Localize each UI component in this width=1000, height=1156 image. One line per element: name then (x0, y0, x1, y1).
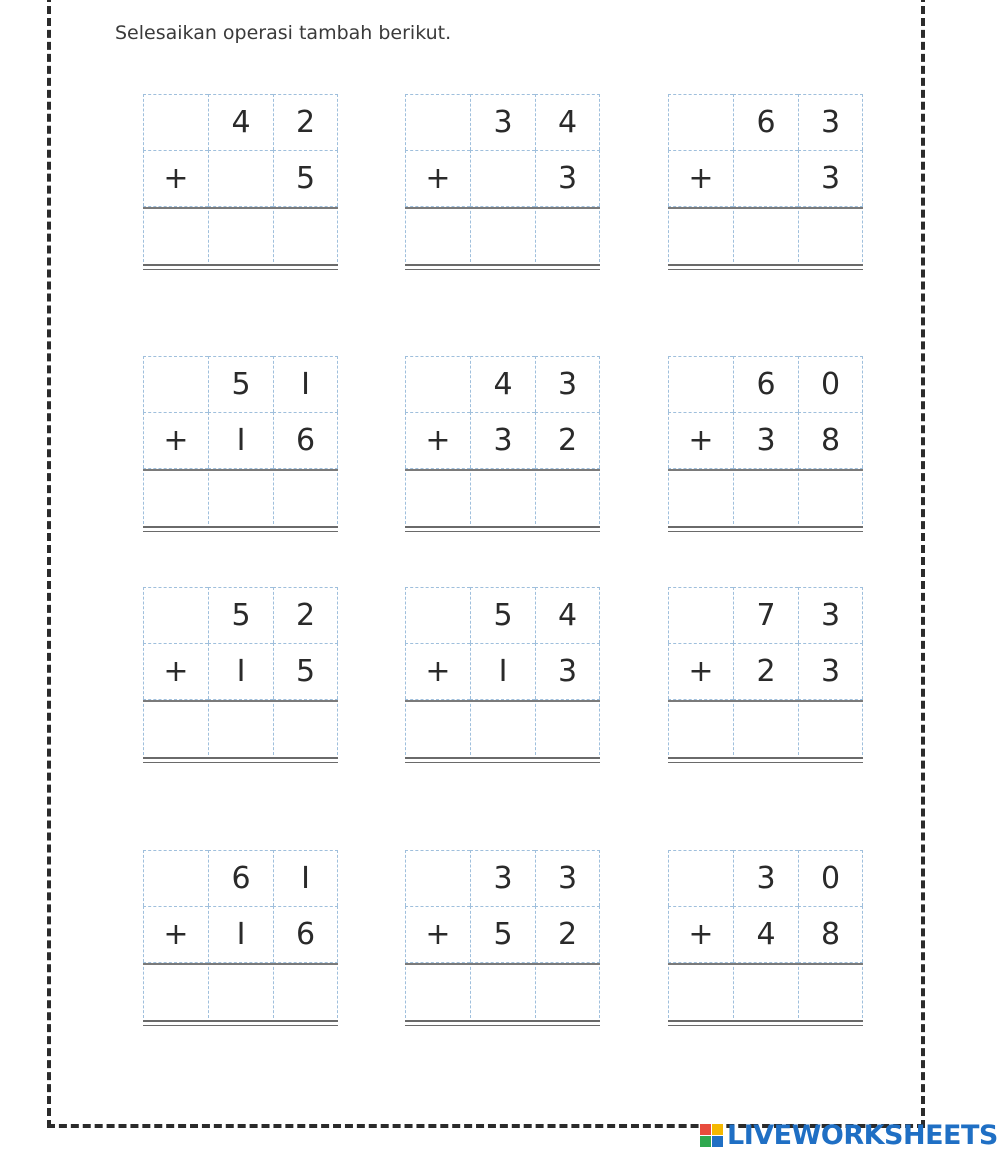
plus-sign: + (143, 906, 208, 962)
answer-cell[interactable] (143, 206, 208, 262)
digit-cell: 3 (470, 94, 535, 150)
addition-problem (668, 356, 863, 529)
digit-cell: 5 (470, 587, 535, 643)
answer-double-line (668, 757, 863, 763)
sum-line (405, 700, 600, 702)
answer-double-line (405, 264, 600, 270)
digit-cell: 7 (733, 587, 798, 643)
digit-cell: 5 (273, 643, 338, 699)
digit-cell: 3 (535, 356, 600, 412)
empty-cell (405, 587, 470, 643)
answer-cell[interactable] (733, 962, 798, 1018)
answer-double-line (143, 526, 338, 532)
plus-sign: + (668, 643, 733, 699)
answer-cell[interactable] (535, 962, 600, 1018)
answer-cell[interactable] (273, 468, 338, 524)
sum-line (668, 700, 863, 702)
empty-cell (668, 356, 733, 412)
digit-cell: I (470, 643, 535, 699)
plus-sign: + (405, 643, 470, 699)
digit-cell: 3 (535, 850, 600, 906)
plus-sign: + (668, 150, 733, 206)
sum-line (405, 963, 600, 965)
addition-problem (668, 94, 863, 267)
sum-line (143, 963, 338, 965)
digit-cell: 6 (733, 356, 798, 412)
digit-cell: 3 (798, 643, 863, 699)
digit-cell: 5 (273, 150, 338, 206)
answer-double-line (143, 264, 338, 270)
answer-cell[interactable] (535, 699, 600, 755)
sum-line (143, 700, 338, 702)
empty-cell (143, 587, 208, 643)
digit-cell: 5 (208, 587, 273, 643)
digit-cell: I (273, 850, 338, 906)
addition-problem (405, 356, 600, 529)
digit-cell: 5 (208, 356, 273, 412)
answer-cell[interactable] (405, 206, 470, 262)
digit-cell: 0 (798, 850, 863, 906)
answer-double-line (143, 757, 338, 763)
plus-sign: + (405, 906, 470, 962)
empty-cell (668, 850, 733, 906)
answer-cell[interactable] (405, 468, 470, 524)
digit-cell: 4 (733, 906, 798, 962)
digit-cell: 6 (208, 850, 273, 906)
digit-cell: 3 (733, 412, 798, 468)
digit-cell: 0 (798, 356, 863, 412)
digit-cell: 4 (535, 94, 600, 150)
addition-problem (668, 587, 863, 760)
digit-cell: I (208, 643, 273, 699)
answer-cell[interactable] (143, 962, 208, 1018)
liveworksheets-logo (700, 1120, 998, 1151)
logo-text: LIVEWORKSHEETS (727, 1120, 998, 1151)
empty-cell (405, 94, 470, 150)
digit-cell: 8 (798, 412, 863, 468)
addition-problem (143, 850, 338, 1023)
digit-cell: 4 (470, 356, 535, 412)
answer-double-line (405, 526, 600, 532)
instruction-text: Selesaikan operasi tambah berikut. (115, 22, 452, 44)
empty-cell (668, 587, 733, 643)
digit-cell: 6 (733, 94, 798, 150)
digit-cell: 8 (798, 906, 863, 962)
answer-cell[interactable] (273, 699, 338, 755)
plus-sign: + (668, 412, 733, 468)
answer-cell[interactable] (733, 206, 798, 262)
addition-problem (143, 587, 338, 760)
plus-sign: + (143, 150, 208, 206)
answer-cell[interactable] (470, 962, 535, 1018)
answer-cell[interactable] (535, 206, 600, 262)
sum-line (405, 207, 600, 209)
answer-cell[interactable] (733, 468, 798, 524)
plus-sign: + (668, 906, 733, 962)
digit-cell: 4 (208, 94, 273, 150)
addition-problem (405, 94, 600, 267)
sum-line (143, 207, 338, 209)
digit-cell: 6 (273, 906, 338, 962)
sum-line (143, 469, 338, 471)
answer-cell[interactable] (208, 468, 273, 524)
answer-double-line (668, 526, 863, 532)
plus-sign: + (405, 150, 470, 206)
digit-cell: I (208, 906, 273, 962)
empty-cell (405, 850, 470, 906)
answer-cell[interactable] (143, 699, 208, 755)
digit-cell: 2 (273, 94, 338, 150)
digit-cell: 3 (470, 412, 535, 468)
answer-double-line (143, 1020, 338, 1026)
digit-cell: 2 (535, 412, 600, 468)
answer-cell[interactable] (470, 206, 535, 262)
empty-cell (405, 356, 470, 412)
plus-sign: + (143, 412, 208, 468)
empty-cell (143, 850, 208, 906)
answer-cell[interactable] (668, 699, 733, 755)
digit-cell: I (208, 412, 273, 468)
answer-cell[interactable] (733, 699, 798, 755)
answer-cell[interactable] (668, 206, 733, 262)
addition-problem (143, 356, 338, 529)
addition-problem (143, 94, 338, 267)
digit-cell: 6 (273, 412, 338, 468)
sum-line (668, 469, 863, 471)
answer-cell[interactable] (798, 962, 863, 1018)
empty-cell (470, 150, 535, 206)
answer-cell[interactable] (273, 962, 338, 1018)
digit-cell: 3 (798, 94, 863, 150)
answer-cell[interactable] (405, 699, 470, 755)
empty-cell (208, 150, 273, 206)
answer-cell[interactable] (798, 699, 863, 755)
empty-cell (143, 94, 208, 150)
digit-cell: 2 (273, 587, 338, 643)
answer-cell[interactable] (273, 206, 338, 262)
addition-problem (668, 850, 863, 1023)
sum-line (405, 469, 600, 471)
logo-mark-icon (700, 1124, 723, 1147)
digit-cell: 5 (470, 906, 535, 962)
sum-line (668, 963, 863, 965)
answer-cell[interactable] (798, 468, 863, 524)
answer-double-line (405, 757, 600, 763)
plus-sign: + (143, 643, 208, 699)
plus-sign: + (405, 412, 470, 468)
answer-cell[interactable] (208, 962, 273, 1018)
digit-cell: 3 (798, 587, 863, 643)
empty-cell (733, 150, 798, 206)
answer-double-line (668, 1020, 863, 1026)
digit-cell: 3 (733, 850, 798, 906)
answer-cell[interactable] (668, 468, 733, 524)
digit-cell: 2 (733, 643, 798, 699)
digit-cell: 3 (798, 150, 863, 206)
answer-cell[interactable] (208, 206, 273, 262)
answer-cell[interactable] (143, 468, 208, 524)
addition-problem (405, 850, 600, 1023)
empty-cell (143, 356, 208, 412)
digit-cell: 4 (535, 587, 600, 643)
empty-cell (668, 94, 733, 150)
answer-double-line (405, 1020, 600, 1026)
digit-cell: 3 (535, 643, 600, 699)
answer-cell[interactable] (535, 468, 600, 524)
sum-line (668, 207, 863, 209)
digit-cell: 3 (535, 150, 600, 206)
answer-double-line (668, 264, 863, 270)
addition-problem (405, 587, 600, 760)
answer-cell[interactable] (470, 699, 535, 755)
digit-cell: 3 (470, 850, 535, 906)
answer-cell[interactable] (470, 468, 535, 524)
answer-cell[interactable] (668, 962, 733, 1018)
digit-cell: 2 (535, 906, 600, 962)
answer-cell[interactable] (208, 699, 273, 755)
digit-cell: I (273, 356, 338, 412)
answer-cell[interactable] (798, 206, 863, 262)
answer-cell[interactable] (405, 962, 470, 1018)
